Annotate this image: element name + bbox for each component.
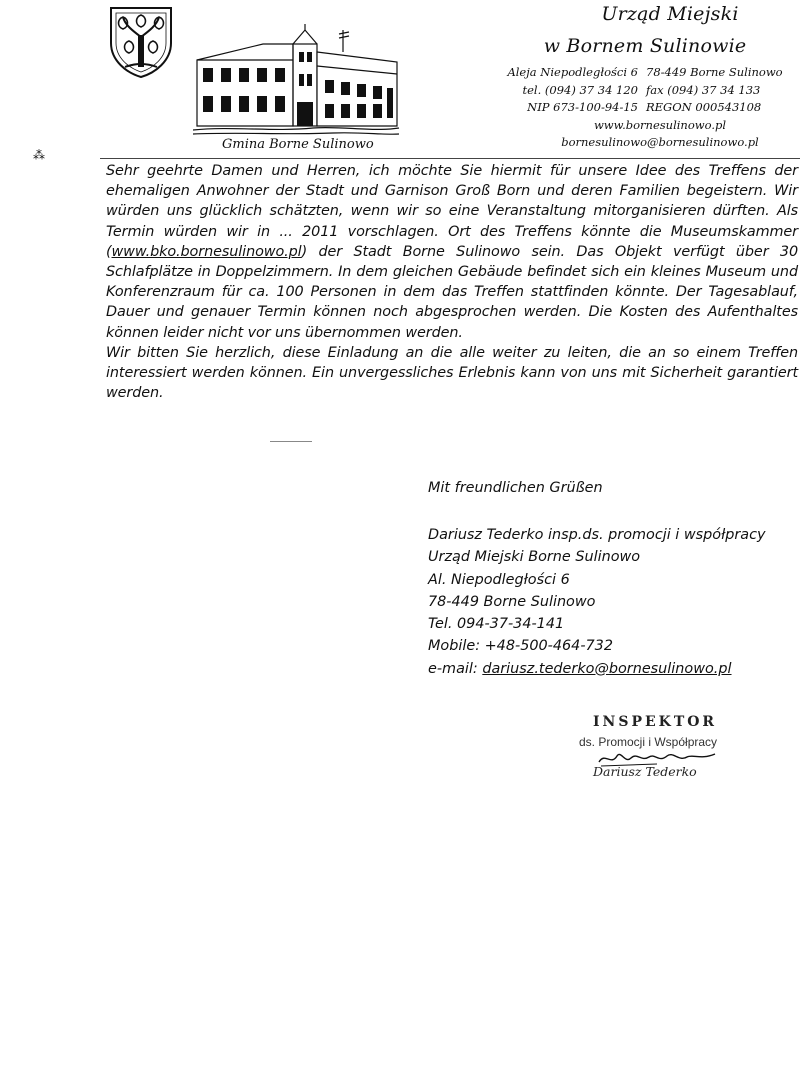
- signer-street: Al. Niepodległości 6: [428, 571, 570, 588]
- stamp-title: INSPEKTOR: [593, 714, 718, 730]
- museum-link[interactable]: www.bko.bornesulinowo.pl: [111, 243, 302, 260]
- regon-number: REGON 000543108: [646, 100, 762, 114]
- address-street: Aleja Niepodległości 6: [507, 65, 638, 79]
- signature-block: [428, 524, 766, 680]
- closing-greeting: Mit freundlichen Grüßen: [428, 480, 603, 496]
- stamp-name: Dariusz Tederko: [593, 764, 697, 779]
- coat-of-arms-icon: [107, 5, 175, 79]
- letter-body: [106, 161, 798, 403]
- margin-mark-icon: ⁂: [33, 148, 45, 162]
- stray-dash: [270, 441, 312, 442]
- fax-number: fax (094) 37 34 133: [646, 82, 761, 97]
- official-stamp: [575, 712, 745, 786]
- office-contact-info: [490, 64, 790, 152]
- body-paragraph-1: [106, 161, 798, 343]
- signer-office: Urząd Miejski Borne Sulinowo: [428, 549, 641, 566]
- signer-email-row: [428, 658, 766, 680]
- stamp-subtitle: ds. Promocji i Współpracy: [579, 735, 718, 749]
- signer-city: 78-449 Borne Sulinowo: [428, 593, 596, 610]
- paragraph1-text-a: Sehr geehrte Damen und Herren, ich möchte Sie hiermit für unsere Idee des Treffens der ehemaligen Anwohner der Stadt und Garnison Groß Born und deren Familien begeistern. Wir würden uns glücklich schätzten, wenn wir so eine Veranstaltung mitorganisieren dürften. Als Termin würden wir in ... 2011 vorschlagen. Ort des Treffens könnte die Museumskammer (: [106, 163, 798, 260]
- signer-email-link[interactable]: dariusz.tederko@bornesulinowo.pl: [482, 660, 732, 677]
- office-email[interactable]: bornesulinowo@bornesulinowo.pl: [561, 135, 759, 149]
- phone-number: tel. (094) 37 34 120: [522, 82, 638, 97]
- body-paragraph-2: Wir bitten Sie herzlich, diese Einladung an die alle weiter zu leiten, die an so einem Treffen interessiert werden können. Ein unvergessliches Erlebnis kann von uns mit Sicherheit garantiert werden.: [106, 344, 798, 402]
- office-website[interactable]: www.bornesulinowo.pl: [593, 117, 727, 132]
- illustration-caption: Gmina Borne Sulinowo: [222, 137, 374, 152]
- signer-phone: Tel. 094-37-34-141: [428, 616, 565, 633]
- signer-mobile: Mobile: +48-500-464-732: [428, 638, 613, 655]
- header-divider: [100, 158, 800, 159]
- paragraph1-text-b: ) der Stadt Borne Sulinowo sein. Das Objekt verfügt über 30 Schlafplätze in Doppelzimmern. In dem gleichen Gebäude befindet sich ein kleines Museum und Konferenzraum für ca. 100 Personen in dem das Treffen stattfinden könnte. Der Tagesablauf, Dauer und genauer Termin können noch abgesprochen werden. Die Kosten des Aufenthaltes können leider nicht vor uns übernommen werden.: [106, 243, 798, 341]
- email-label: e-mail:: [428, 660, 483, 677]
- address-city: 78-449 Borne Sulinowo: [646, 65, 783, 79]
- nip-number: NIP 673-100-94-15: [527, 100, 638, 114]
- office-name-line2: w Bornem Sulinowie: [543, 35, 747, 57]
- signer-name-title: Dariusz Tederko insp.ds. promocji i współpracy: [428, 527, 766, 543]
- office-name-line1: Urząd Miejski: [601, 3, 739, 25]
- town-hall-illustration: [193, 22, 401, 137]
- office-header: [490, 2, 790, 152]
